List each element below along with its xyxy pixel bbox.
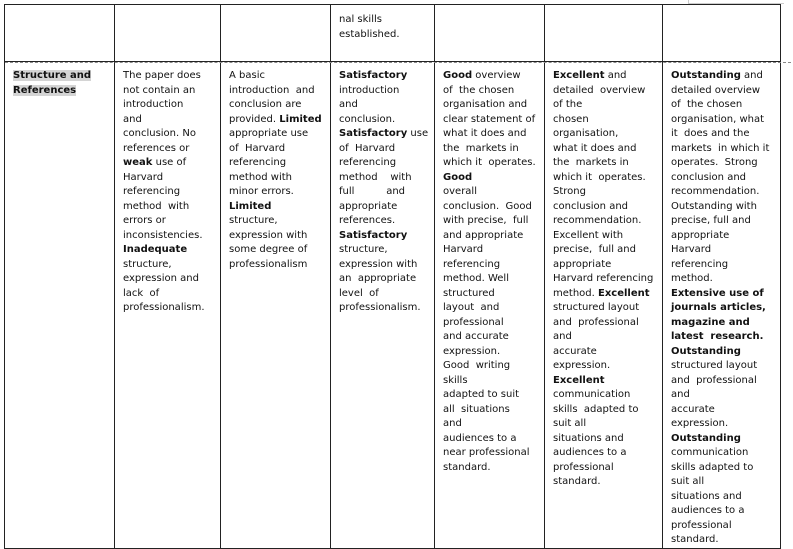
grade-text-part: and detailed overview of the chosen organisation, what it does and the markets in which it operates. Strong conclusion and recommendation. Excellent with precise, full and appropriate Harvard referencing method.	[553, 70, 654, 299]
grade-keyword: Excellent	[553, 70, 605, 81]
grade-text-part: structured layout and professional and accurate expression.	[671, 360, 758, 429]
continued-text: nal skills established.	[339, 14, 400, 40]
grade-cell	[663, 62, 781, 549]
grade-keyword: Good	[443, 171, 473, 183]
rubric-row-continued	[5, 5, 781, 62]
grade-text-part: and detailed overview of the chosen organisation, what it does and the markets in which it operates. Strong conclusion and recommendation. Outstanding with precise, full and appropriate Harvard referencing method.	[671, 70, 770, 284]
cell-empty	[115, 5, 221, 62]
row-separator	[5, 62, 791, 63]
grade-keyword: Outstanding	[671, 70, 741, 81]
grade-text-part: A basic introduction and conclusion are provided.	[229, 70, 315, 125]
grade-cell	[435, 62, 545, 549]
grade-text-part: introduction and conclusion.	[339, 84, 400, 125]
grade-keyword: Excellent	[597, 287, 650, 299]
grade-text	[221, 62, 330, 272]
grade-text-part: The paper does not contain an introduction and conclusion. No references or	[123, 70, 201, 154]
grade-keyword: Excellent	[553, 374, 605, 386]
grade-keyword: Satisfactory	[339, 70, 408, 81]
grade-text-part: communication skills adapted to suit all situations and audiences to a professional standard.	[553, 389, 639, 487]
rubric-table	[4, 4, 781, 549]
grade-keyword: Satisfactory	[339, 229, 408, 241]
criterion-label: Structure and References	[13, 70, 92, 96]
grade-cell	[221, 62, 331, 549]
grade-keyword: Inadequate	[123, 244, 188, 255]
grade-text-part: appropriate use of Harvard referencing method with minor errors.	[229, 128, 309, 197]
grade-keyword: Limited	[229, 200, 272, 212]
grade-keyword: Limited	[279, 113, 322, 125]
grade-keyword: Good	[443, 70, 473, 81]
grade-keyword: Extensive use of journals articles, magazine and latest research. Outstanding	[671, 287, 766, 357]
grade-text	[115, 62, 220, 316]
grade-text-part: overview of the chosen organisation and clear statement of what it does and the markets in which it operates.	[443, 70, 536, 168]
grade-text-part: structure, expression with some degree of professionalism	[229, 215, 308, 270]
grade-keyword: weak	[123, 157, 153, 168]
grade-text-part: use of Harvard referencing method with full and appropriate references.	[339, 128, 429, 226]
cell-empty	[221, 5, 331, 62]
grade-text	[331, 62, 434, 316]
grade-text-part: communication skills adapted to suit all situations and audiences to a professional standard.	[671, 447, 754, 545]
cell-empty	[435, 5, 545, 62]
grade-cell	[115, 62, 221, 549]
grade-text	[545, 62, 662, 490]
grade-text-part: use of Harvard referencing method with errors or inconsistencies.	[123, 157, 203, 241]
grade-text-part: structured layout and professional and accurate expression.	[553, 302, 640, 371]
grade-text-part: overall conclusion. Good with precise, full and appropriate Harvard referencing method. Well structured layout and professional and accurate expression. Good writing skills adapted to suit all situations and audiences to a near professional standard.	[443, 186, 532, 473]
cell-continued-text	[331, 5, 435, 62]
criterion-cell	[5, 62, 115, 549]
grade-keyword: Outstanding	[671, 432, 741, 444]
grade-text	[435, 62, 544, 475]
grade-text	[663, 62, 780, 548]
grade-cell	[331, 62, 435, 549]
grade-text-part: structure, expression and lack of professionalism.	[123, 258, 205, 313]
grade-keyword: Satisfactory	[339, 128, 408, 139]
cell-empty	[545, 5, 663, 62]
cell-empty	[5, 5, 115, 62]
rubric-row-structure	[5, 62, 781, 549]
grade-cell	[545, 62, 663, 549]
grade-text-part: structure, expression with an appropriate level of professionalism.	[339, 244, 421, 313]
cell-empty	[663, 5, 781, 62]
